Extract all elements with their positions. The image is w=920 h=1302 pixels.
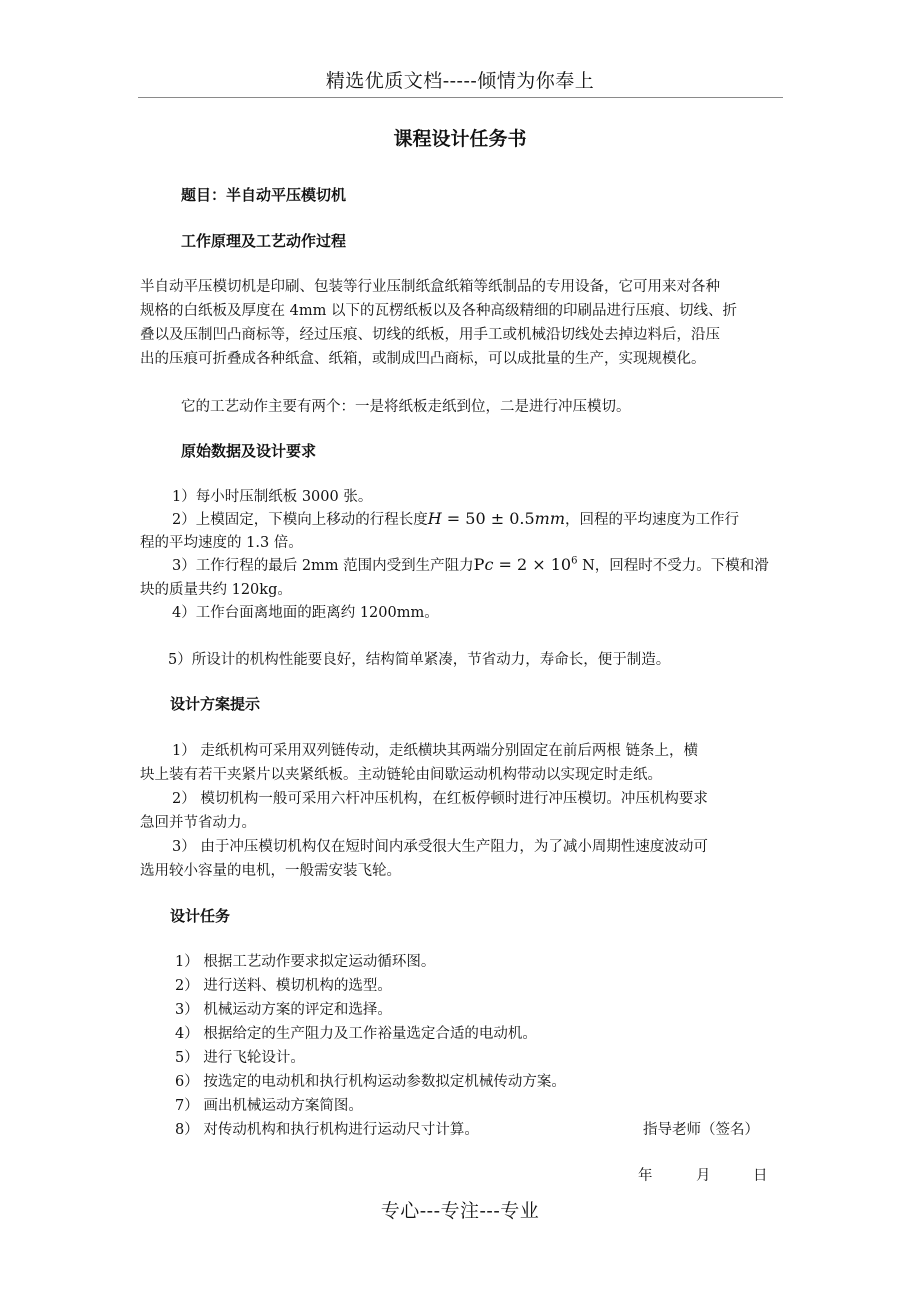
requirement-item-3-cont: 块的质量共约 120kg。 (140, 582, 292, 598)
task-item: 4） 根据给定的生产阻力及工作裕量选定合适的电动机。 (175, 1026, 537, 1042)
page-footer: 专心---专注---专业 (380, 1200, 540, 1222)
resistance-formula: $Pc = 2 \times 10^6$ (473, 555, 578, 574)
date-year: 年 (638, 1168, 653, 1184)
hint-line: 1） 走纸机构可采用双列链传动，走纸横块其两端分别固定在前后两根 链条上，横 (172, 743, 698, 759)
requirement-item-4: 4）工作台面离地面的距离约 1200mm。 (172, 605, 439, 621)
requirement-item-3: 3）工作行程的最后 2mm 范围内受到生产阻力$Pc = 2 \times 10^6$ N，回程时不受力。下模和滑 (172, 555, 769, 574)
hint-line: 选用较小容量的电机，一般需安装飞轮。 (140, 863, 401, 879)
paragraph-line: 规格的白纸板及厚度在 4mm 以下的瓦楞纸板以及各种高级精细的印刷品进行压痕、切线、折 (140, 303, 737, 319)
requirement-item-5: 5）所设计的机构性能要良好，结构简单紧凑，节省动力，寿命长，便于制造。 (168, 652, 671, 668)
task-item: 3） 机械运动方案的评定和选择。 (175, 1002, 392, 1018)
paragraph-line: 半自动平压模切机是印刷、包装等行业压制纸盒纸箱等纸制品的专用设备，它可用来对各种 (140, 279, 720, 295)
task-item: 7） 画出机械运动方案简图。 (175, 1098, 363, 1114)
requirement-item-2: 2）上模固定，下模向上移动的行程长度H = 50 ± 0.5mm，回程的平均速度为工作行 (172, 509, 739, 528)
paragraph-line: 出的压痕可折叠成各种纸盒、纸箱，或制成凹凸商标，可以成批量的生产，实现规模化。 (140, 351, 706, 367)
page-header: 精选优质文档-----倾情为你奉上 (325, 70, 595, 92)
section-heading-requirements: 原始数据及设计要求 (181, 442, 317, 460)
section-heading-principle: 工作原理及工艺动作过程 (181, 232, 347, 250)
task-item: 1） 根据工艺动作要求拟定运动循环图。 (175, 954, 436, 970)
paragraph-line: 叠以及压制凹凸商标等，经过压痕、切线的纸板，用手工或机械沿切线处去掉边料后，沿压 (140, 327, 720, 343)
date-day: 日 (753, 1168, 768, 1184)
header-divider (138, 97, 783, 98)
hint-line: 2） 模切机构一般可采用六杆冲压机构，在红板停顿时进行冲压模切。冲压机构要求 (172, 791, 708, 807)
signature-label: 指导老师（签名） (643, 1122, 759, 1138)
date-month: 月 (696, 1168, 711, 1184)
task-item: 2） 进行送料、模切机构的选型。 (175, 978, 392, 994)
task-item: 6） 按选定的电动机和执行机构运动参数拟定机械传动方案。 (175, 1074, 566, 1090)
hint-line: 急回并节省动力。 (140, 815, 256, 831)
task-item: 8） 对传动机构和执行机构进行运动尺寸计算。 (175, 1122, 479, 1138)
section-heading-tasks: 设计任务 (170, 907, 231, 925)
hint-line: 3） 由于冲压模切机构仅在短时间内承受很大生产阻力，为了减小周期性速度波动可 (172, 839, 708, 855)
task-item: 5） 进行飞轮设计。 (175, 1050, 305, 1066)
requirement-item-2-cont: 程的平均速度的 1.3 倍。 (140, 535, 303, 551)
document-title: 课程设计任务书 (393, 128, 527, 150)
stroke-formula: H = 50 ± 0.5mm (427, 509, 565, 528)
section-heading-hints: 设计方案提示 (170, 695, 261, 713)
process-paragraph: 它的工艺动作主要有两个：一是将纸板走纸到位，二是进行冲压模切。 (181, 399, 631, 415)
hint-line: 块上装有若干夹紧片以夹紧纸板。主动链轮由间歇运动机构带动以实现定时走纸。 (140, 767, 662, 783)
requirement-item-1: 1）每小时压制纸板 3000 张。 (172, 489, 373, 505)
topic-heading: 题目：半自动平压模切机 (181, 186, 347, 204)
